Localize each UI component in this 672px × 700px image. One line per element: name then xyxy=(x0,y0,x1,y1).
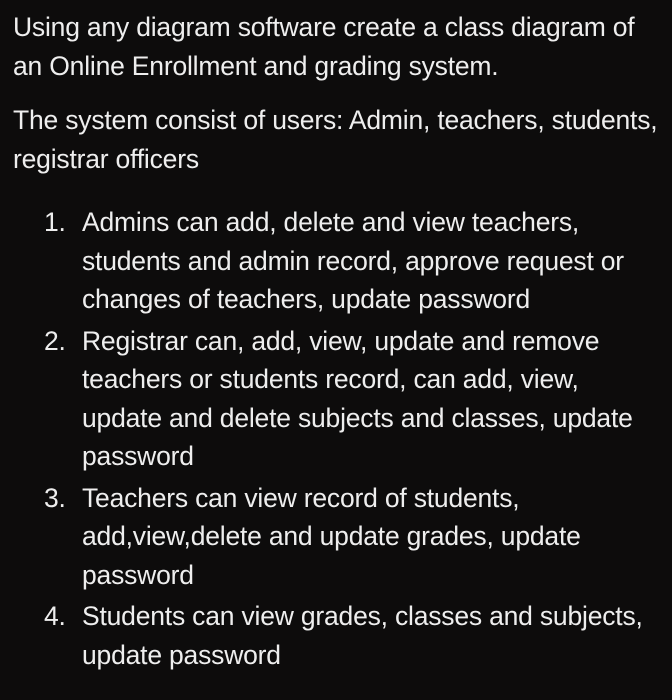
list-item-text: Students can view grades, classes and subjects, update password xyxy=(82,601,643,670)
users-statement: The system consist of users: Admin, teachers, students, registrar officers xyxy=(13,105,658,174)
list-item-number: 1. xyxy=(44,207,66,237)
list-item xyxy=(13,322,658,476)
list-item-text: Teachers can view record of students, add,view,delete and update grades, update password xyxy=(82,482,581,590)
list-item-number: 2. xyxy=(44,325,66,356)
list-item xyxy=(13,479,658,595)
list-item xyxy=(13,203,658,319)
list-item-number: 3. xyxy=(44,482,66,513)
task-intro: Using any diagram software create a class diagram of an Online Enrollment and grading system. xyxy=(13,12,635,81)
list-item xyxy=(13,597,658,674)
list-item-text: Registrar can, add, view, update and remove teachers or students record, can add, view, update and delete subjects and classes, update password xyxy=(82,325,633,471)
requirements-list xyxy=(13,203,658,674)
list-item-number: 4. xyxy=(44,601,66,631)
list-item-text: Admins can add, delete and view teachers, students and admin record, approve request or changes of teachers, update password xyxy=(82,207,624,314)
